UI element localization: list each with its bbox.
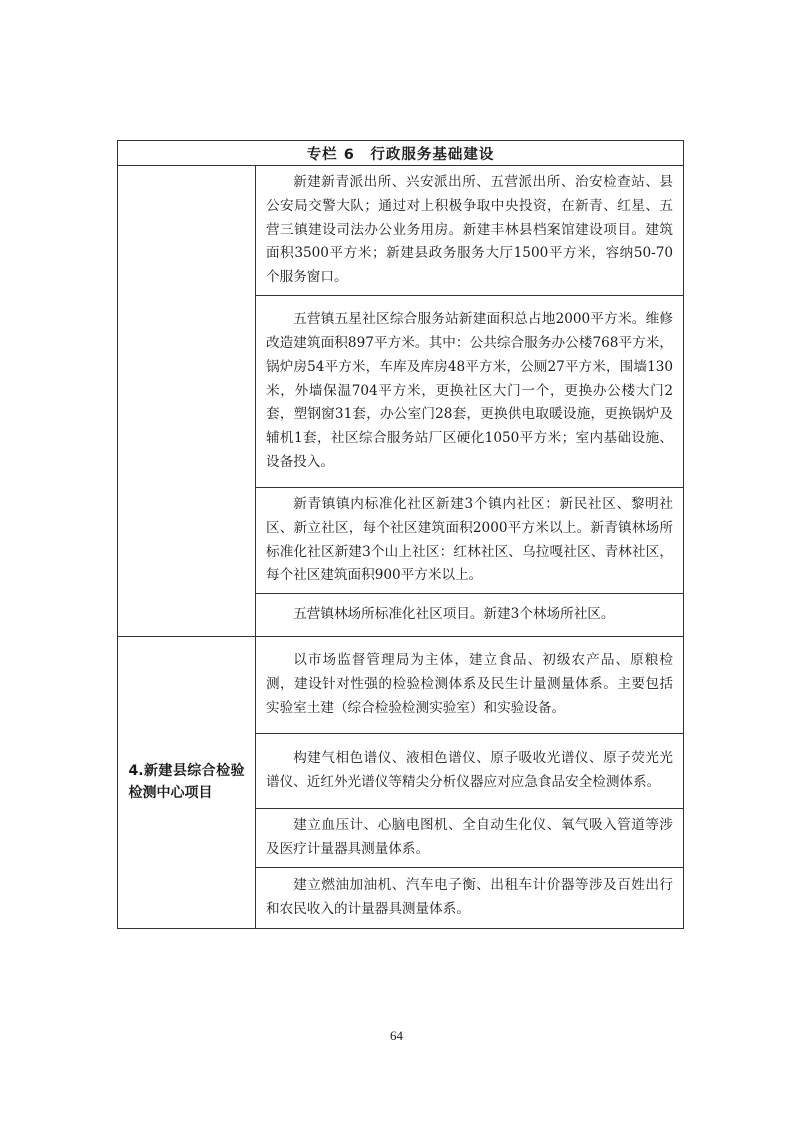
project-description: 五营镇五星社区综合服务站新建面积总占地2000平方米。维修改造建筑面积897平方米。其中：公共综合服务办公楼768平方米，锅炉房54平方米，车库及库房48平方米，公厕27平方米，围墙130米，外墙保温704平方米，更换社区大门一个，更换办公楼大门2套，塑钢窗31套，办公室门28套，更换供电取暖设施，更换锅炉及辅机1套，社区综合服务站厂区硬化1050平方米；室内基础设施、设备投入。 [256,295,684,487]
project-description: 新建新青派出所、兴安派出所、五营派出所、治安检查站、县公安局交警大队；通过对上积极争取中央投资，在新青、红星、五营三镇建设司法办公业务用房。新建丰林县档案馆建设项目。建筑面积3500平方米；新建县政务服务大厅1500平方米，容纳50-70个服务窗口。 [256,166,684,296]
table-title: 专栏 6 行政服务基础建设 [118,141,684,166]
table-row [118,637,684,734]
project-description: 建立血压计、心脑电图机、全自动生化仪、氧气吸入管道等涉及医疗计量器具测量体系。 [256,809,684,868]
project-description: 建立燃油加油机、汽车电子衡、出租车计价器等涉及百姓出行和农民收入的计量器具测量体系。 [256,867,684,928]
project-description: 新青镇镇内标准化社区新建3个镇内社区：新民社区、黎明社区、新立社区，每个社区建筑面积2000平方米以上。新青镇林场所标准化社区新建3个山上社区：红林社区、乌拉嘎社区、青林社区，每个社区建筑面积900平方米以上。 [256,487,684,593]
project-description: 构建气相色谱仪、液相色谱仪、原子吸收光谱仪、原子荧光光谱仪、近红外光谱仪等精尖分析仪器应对应急食品安全检测体系。 [256,734,684,809]
section-label-text: 4.新建县综合检验检测中心项目 [128,763,245,802]
project-description: 以市场监督管理局为主体，建立食品、初级农产品、原粮检测，建设针对性强的检验检测体系及民生计量测量体系。主要包括实验室土建（综合检验检测实验室）和实验设备。 [256,637,684,734]
project-description: 五营镇林场所标准化社区项目。新建3个林场所社区。 [256,594,684,637]
section-label-empty [118,166,256,637]
infrastructure-table [117,140,684,929]
page-number: 64 [390,1028,403,1043]
table-row [118,166,684,296]
table-title-row [118,141,684,166]
section-label-inspection-center [118,637,256,929]
